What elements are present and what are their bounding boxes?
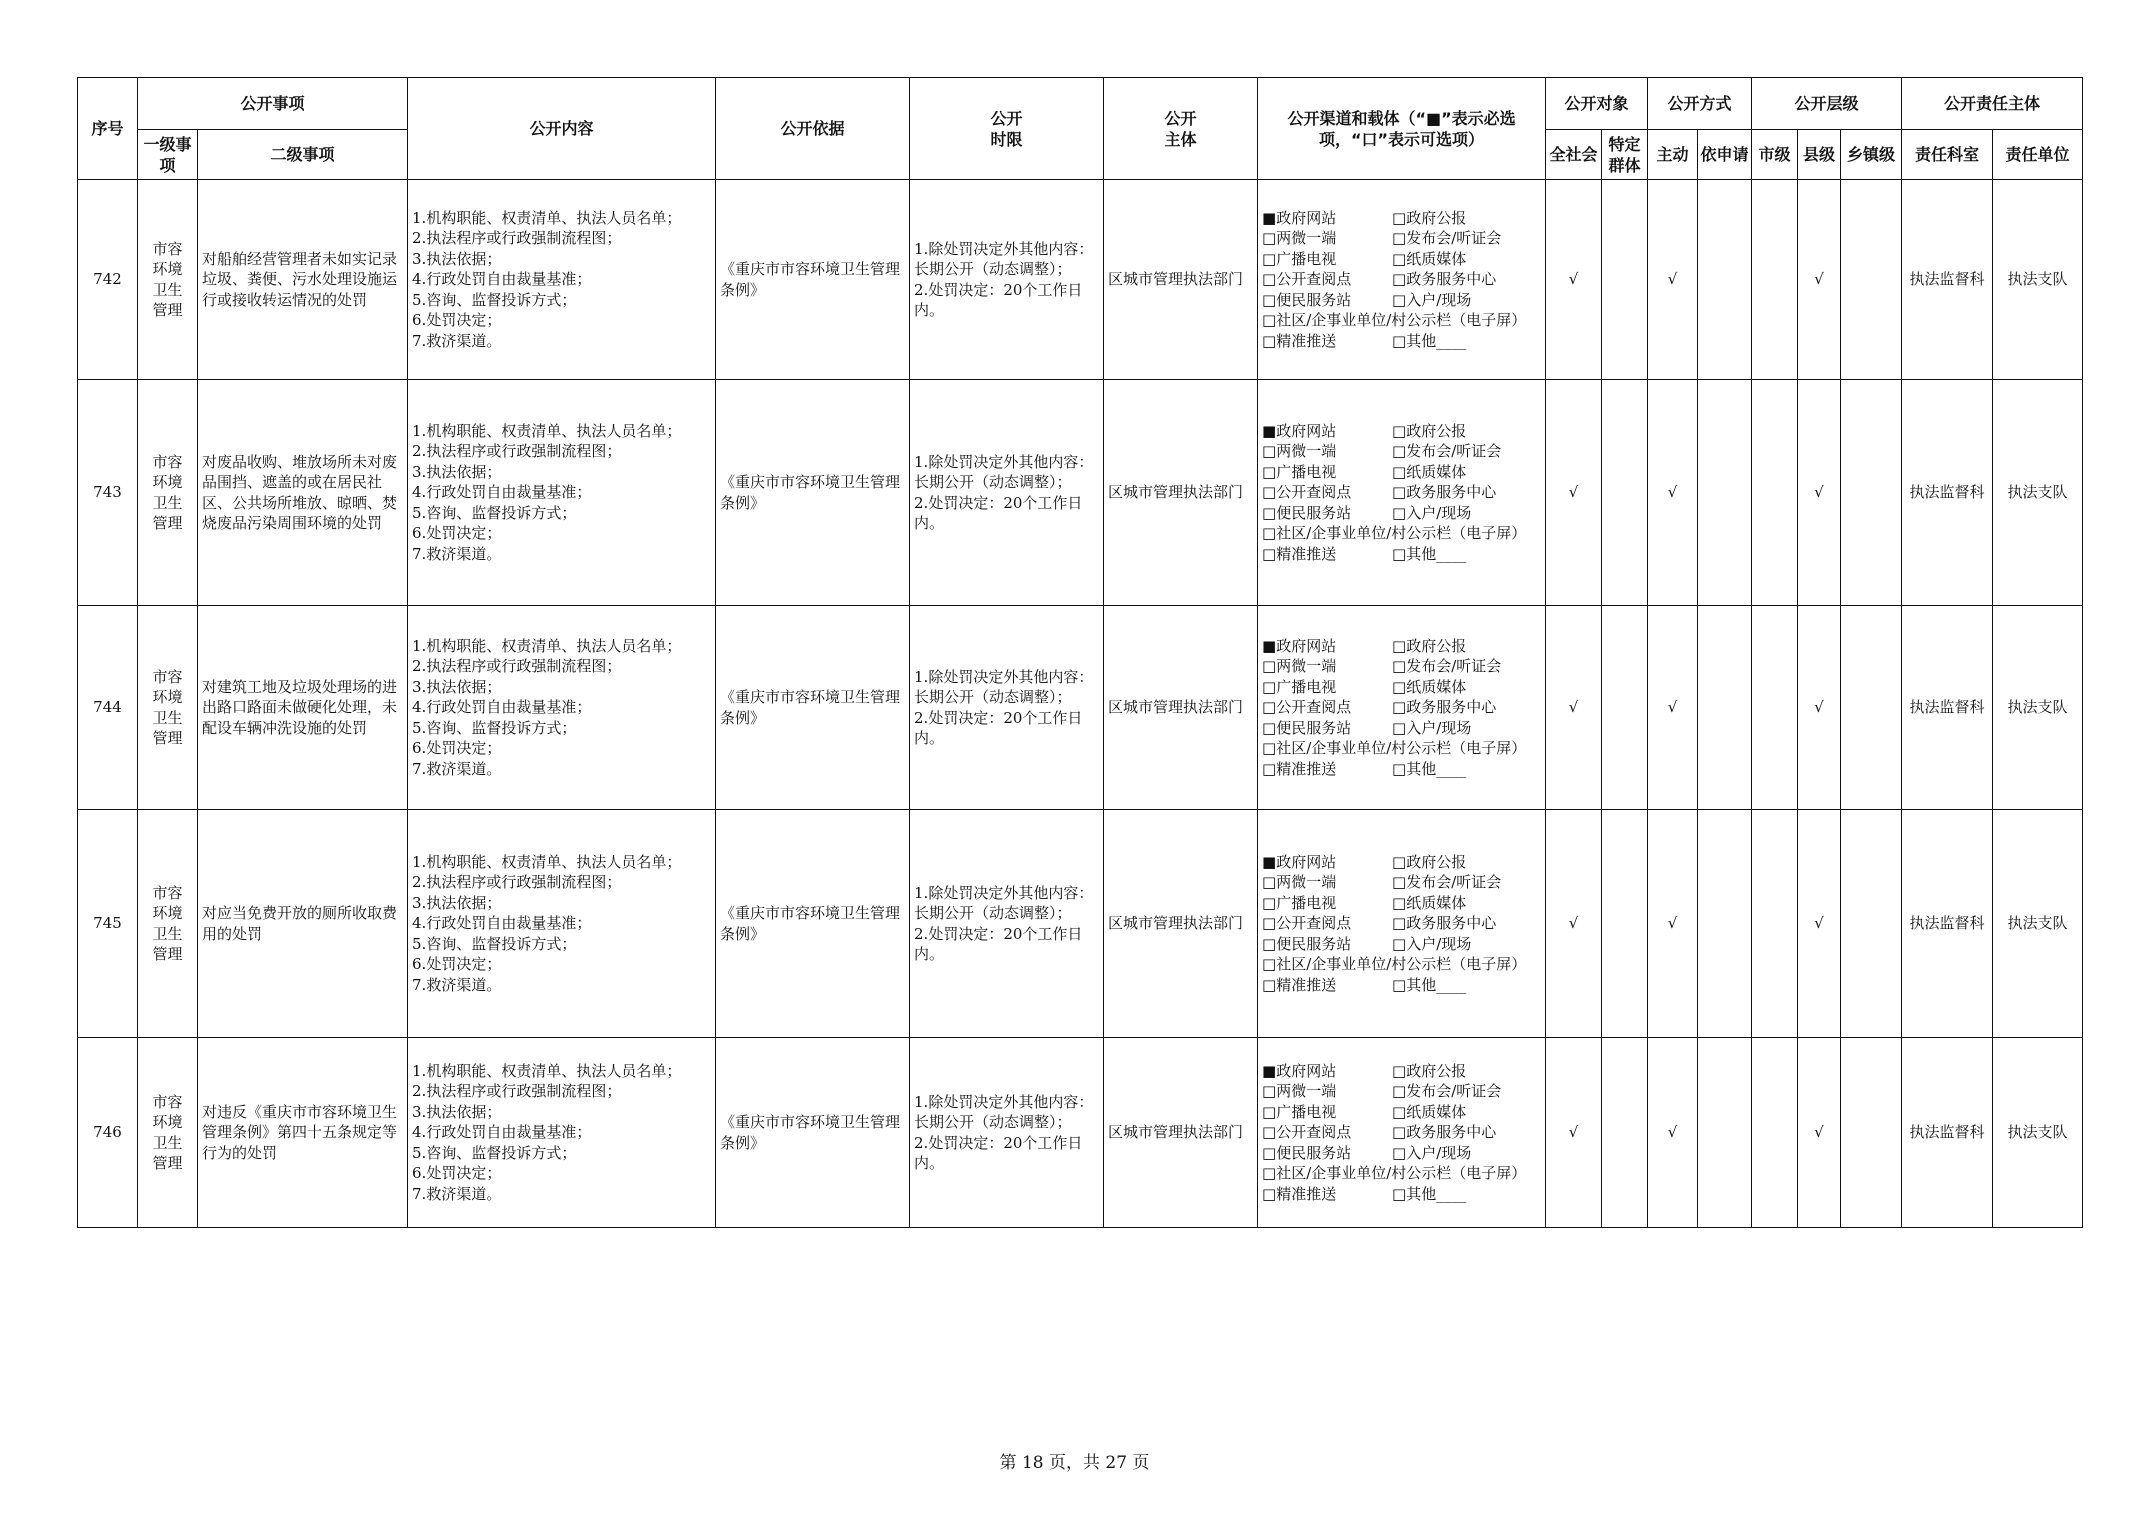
time-limit-line: 1.除处罚决定外其他内容：长期公开（动态调整）；: [914, 1092, 1094, 1131]
channel-option: ■政府网站: [1262, 852, 1337, 871]
channel-line: [1262, 290, 1541, 311]
channel-option: □政务服务中心: [1392, 914, 1497, 933]
channel-option: ■政府网站: [1262, 208, 1337, 227]
channel-line: [1262, 1163, 1541, 1184]
header-resp-unit: 责任单位: [1993, 130, 2083, 180]
header-level1: [138, 130, 198, 180]
table-row: [78, 380, 2083, 606]
content-line: 2.执法程序或行政强制流程图；: [412, 1082, 622, 1101]
channel-option: □广播电视: [1262, 893, 1337, 912]
content-line: 5.咨询、监督投诉方式；: [412, 718, 577, 737]
header-method: 公开方式: [1648, 78, 1752, 130]
channel-option: □政府公报: [1392, 421, 1467, 440]
time-limit-line: 2.处罚决定：20个工作日内。: [914, 924, 1083, 963]
channel-option: □纸质媒体: [1392, 893, 1467, 912]
channel-option: □社区/企事业单位/村公示栏（电子屏）: [1262, 1164, 1527, 1183]
row-seq: 745: [78, 810, 138, 1038]
channel-option: □两微一端: [1262, 442, 1337, 461]
channel-option: ■政府网站: [1262, 421, 1337, 440]
channel-line: [1262, 482, 1541, 503]
channel-line: [1262, 975, 1541, 996]
channel-option: □广播电视: [1262, 462, 1337, 481]
channel-option: ■政府网站: [1262, 636, 1337, 655]
row-method-request: [1698, 380, 1752, 606]
row-resp-unit: 执法支队: [1993, 606, 2083, 810]
channel-option: □两微一端: [1262, 229, 1337, 248]
row-level1: [138, 380, 198, 606]
content-line: 3.执法依据；: [412, 462, 502, 481]
row-target-specific: [1602, 180, 1648, 380]
row-level2: 对违反《重庆市市容环境卫生管理条例》第四十五条规定等行为的处罚: [198, 1038, 408, 1228]
table-row: [78, 180, 2083, 380]
channel-option: □入户/现场: [1392, 1143, 1472, 1162]
channel-option: □公开查阅点: [1262, 270, 1352, 289]
content-line: 1.机构职能、权责清单、执法人员名单；: [412, 636, 682, 655]
content-line: 4.行政处罚自由裁量基准；: [412, 914, 592, 933]
content-line: 2.执法程序或行政强制流程图；: [412, 873, 622, 892]
row-level-city: [1752, 810, 1798, 1038]
row-time-limit: [910, 180, 1104, 380]
row-content: [408, 810, 716, 1038]
channel-line: [1262, 228, 1541, 249]
row-method-active: √: [1648, 810, 1698, 1038]
channel-line: [1262, 636, 1541, 657]
time-limit-line: 2.处罚决定：20个工作日内。: [914, 1133, 1083, 1172]
content-line: 2.执法程序或行政强制流程图；: [412, 229, 622, 248]
row-method-active: √: [1648, 606, 1698, 810]
header-channel: 公开渠道和载体（“■”表示必选项，“口”表示可选项）: [1258, 78, 1546, 180]
content-line: 1.机构职能、权责清单、执法人员名单；: [412, 421, 682, 440]
content-line: 7.救济渠道。: [412, 759, 502, 778]
content-line: 5.咨询、监督投诉方式；: [412, 503, 577, 522]
row-level1: [138, 180, 198, 380]
channel-option: □便民服务站: [1262, 1143, 1352, 1162]
channel-option: □社区/企事业单位/村公示栏（电子屏）: [1262, 524, 1527, 543]
channel-line: [1262, 421, 1541, 442]
row-subject: 区城市管理执法部门: [1104, 810, 1258, 1038]
row-target-specific: [1602, 380, 1648, 606]
row-time-limit: [910, 1038, 1104, 1228]
row-channels: [1258, 180, 1546, 380]
channel-option: □政府公报: [1392, 208, 1467, 227]
row-seq: 743: [78, 380, 138, 606]
time-limit-line: 1.除处罚决定外其他内容：长期公开（动态调整）；: [914, 239, 1094, 278]
channel-option: □社区/企事业单位/村公示栏（电子屏）: [1262, 955, 1527, 974]
content-line: 4.行政处罚自由裁量基准；: [412, 270, 592, 289]
channel-option: □精准推送: [1262, 1184, 1337, 1203]
content-line: 5.咨询、监督投诉方式；: [412, 290, 577, 309]
header-method-request: 依申请: [1698, 130, 1752, 180]
channel-line: [1262, 1122, 1541, 1143]
channel-option: ■政府网站: [1262, 1061, 1337, 1080]
row-method-active: √: [1648, 380, 1698, 606]
row-level-county: √: [1798, 810, 1841, 1038]
channel-line: [1262, 718, 1541, 739]
channel-option: □社区/企事业单位/村公示栏（电子屏）: [1262, 311, 1527, 330]
channel-line: [1262, 269, 1541, 290]
row-level-county: √: [1798, 180, 1841, 380]
header-level-city: 市级: [1752, 130, 1798, 180]
channel-option: □两微一端: [1262, 657, 1337, 676]
content-line: 4.行政处罚自由裁量基准；: [412, 698, 592, 717]
row-target-all: √: [1546, 180, 1602, 380]
header-responsible: 公开责任主体: [1902, 78, 2083, 130]
channel-line: [1262, 759, 1541, 780]
channel-option: □精准推送: [1262, 759, 1337, 778]
channel-line: [1262, 503, 1541, 524]
channel-option: □精准推送: [1262, 331, 1337, 350]
time-limit-line: 1.除处罚决定外其他内容：长期公开（动态调整）；: [914, 883, 1094, 922]
channel-line: [1262, 441, 1541, 462]
channel-option: □公开查阅点: [1262, 698, 1352, 717]
row-level2: 对应当免费开放的厕所收取费用的处罚: [198, 810, 408, 1038]
row-basis: 《重庆市市容环境卫生管理条例》: [716, 1038, 910, 1228]
channel-option: □精准推送: [1262, 975, 1337, 994]
row-content: [408, 180, 716, 380]
channel-option: □两微一端: [1262, 873, 1337, 892]
row-method-request: [1698, 180, 1752, 380]
row-method-request: [1698, 606, 1752, 810]
channel-option: □其他____: [1392, 544, 1467, 563]
header-subject: [1104, 78, 1258, 180]
channel-option: □发布会/听证会: [1392, 442, 1502, 461]
content-line: 3.执法依据；: [412, 677, 502, 696]
table-row: [78, 1038, 2083, 1228]
row-level1-text: 市容环境卫生管理: [152, 239, 183, 319]
channel-line: [1262, 462, 1541, 483]
row-channels: [1258, 810, 1546, 1038]
row-level-county: √: [1798, 606, 1841, 810]
content-line: 3.执法依据；: [412, 249, 502, 268]
row-target-specific: [1602, 1038, 1648, 1228]
row-basis: 《重庆市市容环境卫生管理条例》: [716, 180, 910, 380]
row-level-city: [1752, 180, 1798, 380]
row-target-all: √: [1546, 810, 1602, 1038]
row-resp-office: 执法监督科: [1902, 810, 1993, 1038]
content-line: 6.处罚决定；: [412, 311, 502, 330]
content-line: 1.机构职能、权责清单、执法人员名单；: [412, 208, 682, 227]
row-basis: 《重庆市市容环境卫生管理条例》: [716, 810, 910, 1038]
header-target-specific-text: 特定群体: [1608, 134, 1641, 175]
header-level2: 二级事项: [198, 130, 408, 180]
header-level-county: 县级: [1798, 130, 1841, 180]
channel-line: [1262, 954, 1541, 975]
page-number: 第 18 页，共 27 页: [999, 1453, 1150, 1473]
header-time-limit-text: 公开时限: [990, 108, 1023, 149]
header-items: 公开事项: [138, 78, 408, 130]
row-method-active: √: [1648, 1038, 1698, 1228]
row-subject: 区城市管理执法部门: [1104, 380, 1258, 606]
time-limit-line: 1.除处罚决定外其他内容：长期公开（动态调整）；: [914, 452, 1094, 491]
row-level-city: [1752, 1038, 1798, 1228]
table-body: [78, 180, 2083, 1228]
channel-option: □发布会/听证会: [1392, 873, 1502, 892]
channel-option: □其他____: [1392, 975, 1467, 994]
row-subject: 区城市管理执法部门: [1104, 606, 1258, 810]
header-method-active: 主动: [1648, 130, 1698, 180]
content-line: 6.处罚决定；: [412, 955, 502, 974]
channel-option: □入户/现场: [1392, 290, 1472, 309]
channel-option: □入户/现场: [1392, 718, 1472, 737]
disclosure-table: [77, 77, 2083, 1228]
row-target-all: √: [1546, 606, 1602, 810]
row-level-town: [1841, 1038, 1902, 1228]
channel-option: □广播电视: [1262, 677, 1337, 696]
channel-line: [1262, 249, 1541, 270]
content-line: 1.机构职能、权责清单、执法人员名单；: [412, 852, 682, 871]
time-limit-line: 2.处罚决定：20个工作日内。: [914, 708, 1083, 747]
row-level1-text: 市容环境卫生管理: [152, 883, 183, 963]
content-line: 7.救济渠道。: [412, 331, 502, 350]
channel-line: [1262, 852, 1541, 873]
content-line: 6.处罚决定；: [412, 1164, 502, 1183]
header-level1-text: 一级事项: [143, 134, 192, 175]
row-level-town: [1841, 180, 1902, 380]
row-level-town: [1841, 606, 1902, 810]
row-level-town: [1841, 380, 1902, 606]
row-method-active: √: [1648, 180, 1698, 380]
content-line: 6.处罚决定；: [412, 739, 502, 758]
channel-option: □公开查阅点: [1262, 1123, 1352, 1142]
channel-option: □其他____: [1392, 331, 1467, 350]
row-time-limit: [910, 810, 1104, 1038]
channel-option: □纸质媒体: [1392, 249, 1467, 268]
channel-line: [1262, 523, 1541, 544]
row-seq: 744: [78, 606, 138, 810]
row-level1-text: 市容环境卫生管理: [152, 452, 183, 532]
header-level: 公开层级: [1752, 78, 1902, 130]
channel-option: □政务服务中心: [1392, 270, 1497, 289]
channel-line: [1262, 1143, 1541, 1164]
channel-line: [1262, 544, 1541, 565]
row-resp-office: 执法监督科: [1902, 1038, 1993, 1228]
row-resp-office: 执法监督科: [1902, 606, 1993, 810]
row-level-city: [1752, 606, 1798, 810]
row-resp-unit: 执法支队: [1993, 180, 2083, 380]
row-resp-unit: 执法支队: [1993, 810, 2083, 1038]
row-basis: 《重庆市市容环境卫生管理条例》: [716, 380, 910, 606]
channel-option: □公开查阅点: [1262, 483, 1352, 502]
row-level-town: [1841, 810, 1902, 1038]
channel-line: [1262, 1061, 1541, 1082]
channel-option: □便民服务站: [1262, 503, 1352, 522]
content-line: 7.救济渠道。: [412, 975, 502, 994]
channel-option: □政府公报: [1392, 852, 1467, 871]
row-time-limit: [910, 606, 1104, 810]
row-level1-text: 市容环境卫生管理: [152, 1092, 183, 1172]
row-level1: [138, 606, 198, 810]
header-basis: 公开依据: [716, 78, 910, 180]
row-method-request: [1698, 810, 1752, 1038]
row-level1: [138, 1038, 198, 1228]
row-resp-unit: 执法支队: [1993, 1038, 2083, 1228]
channel-option: □纸质媒体: [1392, 1102, 1467, 1121]
header-target: 公开对象: [1546, 78, 1648, 130]
header-subject-text: 公开主体: [1164, 108, 1197, 149]
channel-option: □发布会/听证会: [1392, 657, 1502, 676]
row-subject: 区城市管理执法部门: [1104, 1038, 1258, 1228]
channel-line: [1262, 872, 1541, 893]
row-content: [408, 380, 716, 606]
channel-option: □社区/企事业单位/村公示栏（电子屏）: [1262, 739, 1527, 758]
channel-option: □发布会/听证会: [1392, 229, 1502, 248]
row-method-request: [1698, 1038, 1752, 1228]
channel-line: [1262, 1184, 1541, 1205]
time-limit-line: 1.除处罚决定外其他内容：长期公开（动态调整）；: [914, 667, 1094, 706]
channel-option: □其他____: [1392, 759, 1467, 778]
header-resp-office: 责任科室: [1902, 130, 1993, 180]
content-line: 4.行政处罚自由裁量基准；: [412, 483, 592, 502]
time-limit-line: 2.处罚决定：20个工作日内。: [914, 280, 1083, 319]
header-level-town: 乡镇级: [1841, 130, 1902, 180]
content-line: 2.执法程序或行政强制流程图；: [412, 442, 622, 461]
channel-option: □纸质媒体: [1392, 677, 1467, 696]
row-resp-office: 执法监督科: [1902, 380, 1993, 606]
channel-option: □便民服务站: [1262, 934, 1352, 953]
row-channels: [1258, 380, 1546, 606]
page-footer: [0, 1448, 2149, 1473]
row-level2: 对建筑工地及垃圾处理场的进出路口路面未做硬化处理，未配设车辆冲洗设施的处罚: [198, 606, 408, 810]
time-limit-line: 2.处罚决定：20个工作日内。: [914, 493, 1083, 532]
row-resp-office: 执法监督科: [1902, 180, 1993, 380]
row-seq: 742: [78, 180, 138, 380]
row-target-all: √: [1546, 380, 1602, 606]
header-seq: 序号: [78, 78, 138, 180]
channel-line: [1262, 893, 1541, 914]
row-target-all: √: [1546, 1038, 1602, 1228]
row-seq: 746: [78, 1038, 138, 1228]
table-row: [78, 606, 2083, 810]
channel-line: [1262, 738, 1541, 759]
header-target-specific: [1602, 130, 1648, 180]
channel-line: [1262, 677, 1541, 698]
channel-line: [1262, 697, 1541, 718]
content-line: 7.救济渠道。: [412, 1184, 502, 1203]
row-level2: 对船舶经营管理者未如实记录垃圾、粪便、污水处理设施运行或接收转运情况的处罚: [198, 180, 408, 380]
header-time-limit: [910, 78, 1104, 180]
content-line: 7.救济渠道。: [412, 544, 502, 563]
content-line: 4.行政处罚自由裁量基准；: [412, 1123, 592, 1142]
row-level2: 对废品收购、堆放场所未对废品围挡、遮盖的或在居民社区、公共场所堆放、晾晒、焚烧废品污染周围环境的处罚: [198, 380, 408, 606]
channel-option: □便民服务站: [1262, 290, 1352, 309]
row-resp-unit: 执法支队: [1993, 380, 2083, 606]
content-line: 6.处罚决定；: [412, 524, 502, 543]
row-target-specific: [1602, 810, 1648, 1038]
content-line: 5.咨询、监督投诉方式；: [412, 1143, 577, 1162]
channel-line: [1262, 1081, 1541, 1102]
channel-line: [1262, 310, 1541, 331]
content-line: 5.咨询、监督投诉方式；: [412, 934, 577, 953]
row-level-city: [1752, 380, 1798, 606]
channel-option: □广播电视: [1262, 1102, 1337, 1121]
channel-option: □公开查阅点: [1262, 914, 1352, 933]
channel-option: □便民服务站: [1262, 718, 1352, 737]
row-time-limit: [910, 380, 1104, 606]
content-line: 3.执法依据；: [412, 1102, 502, 1121]
channel-option: □精准推送: [1262, 544, 1337, 563]
channel-option: □入户/现场: [1392, 934, 1472, 953]
row-channels: [1258, 606, 1546, 810]
channel-option: □发布会/听证会: [1392, 1082, 1502, 1101]
row-level1-text: 市容环境卫生管理: [152, 667, 183, 747]
channel-option: □政府公报: [1392, 1061, 1467, 1080]
row-subject: 区城市管理执法部门: [1104, 180, 1258, 380]
channel-option: □两微一端: [1262, 1082, 1337, 1101]
row-target-specific: [1602, 606, 1648, 810]
header-content: 公开内容: [408, 78, 716, 180]
content-line: 3.执法依据；: [412, 893, 502, 912]
channel-option: □政务服务中心: [1392, 483, 1497, 502]
header-target-all: 全社会: [1546, 130, 1602, 180]
row-content: [408, 606, 716, 810]
channel-line: [1262, 913, 1541, 934]
row-level-county: √: [1798, 380, 1841, 606]
channel-option: □其他____: [1392, 1184, 1467, 1203]
channel-line: [1262, 331, 1541, 352]
channel-line: [1262, 656, 1541, 677]
content-line: 1.机构职能、权责清单、执法人员名单；: [412, 1061, 682, 1080]
row-basis: 《重庆市市容环境卫生管理条例》: [716, 606, 910, 810]
table-row: [78, 810, 2083, 1038]
row-level1: [138, 810, 198, 1038]
channel-option: □政务服务中心: [1392, 698, 1497, 717]
row-level-county: √: [1798, 1038, 1841, 1228]
channel-option: □政府公报: [1392, 636, 1467, 655]
channel-option: □入户/现场: [1392, 503, 1472, 522]
channel-line: [1262, 208, 1541, 229]
channel-line: [1262, 1102, 1541, 1123]
channel-line: [1262, 934, 1541, 955]
channel-option: □广播电视: [1262, 249, 1337, 268]
row-channels: [1258, 1038, 1546, 1228]
content-line: 2.执法程序或行政强制流程图；: [412, 657, 622, 676]
channel-option: □纸质媒体: [1392, 462, 1467, 481]
row-content: [408, 1038, 716, 1228]
channel-option: □政务服务中心: [1392, 1123, 1497, 1142]
